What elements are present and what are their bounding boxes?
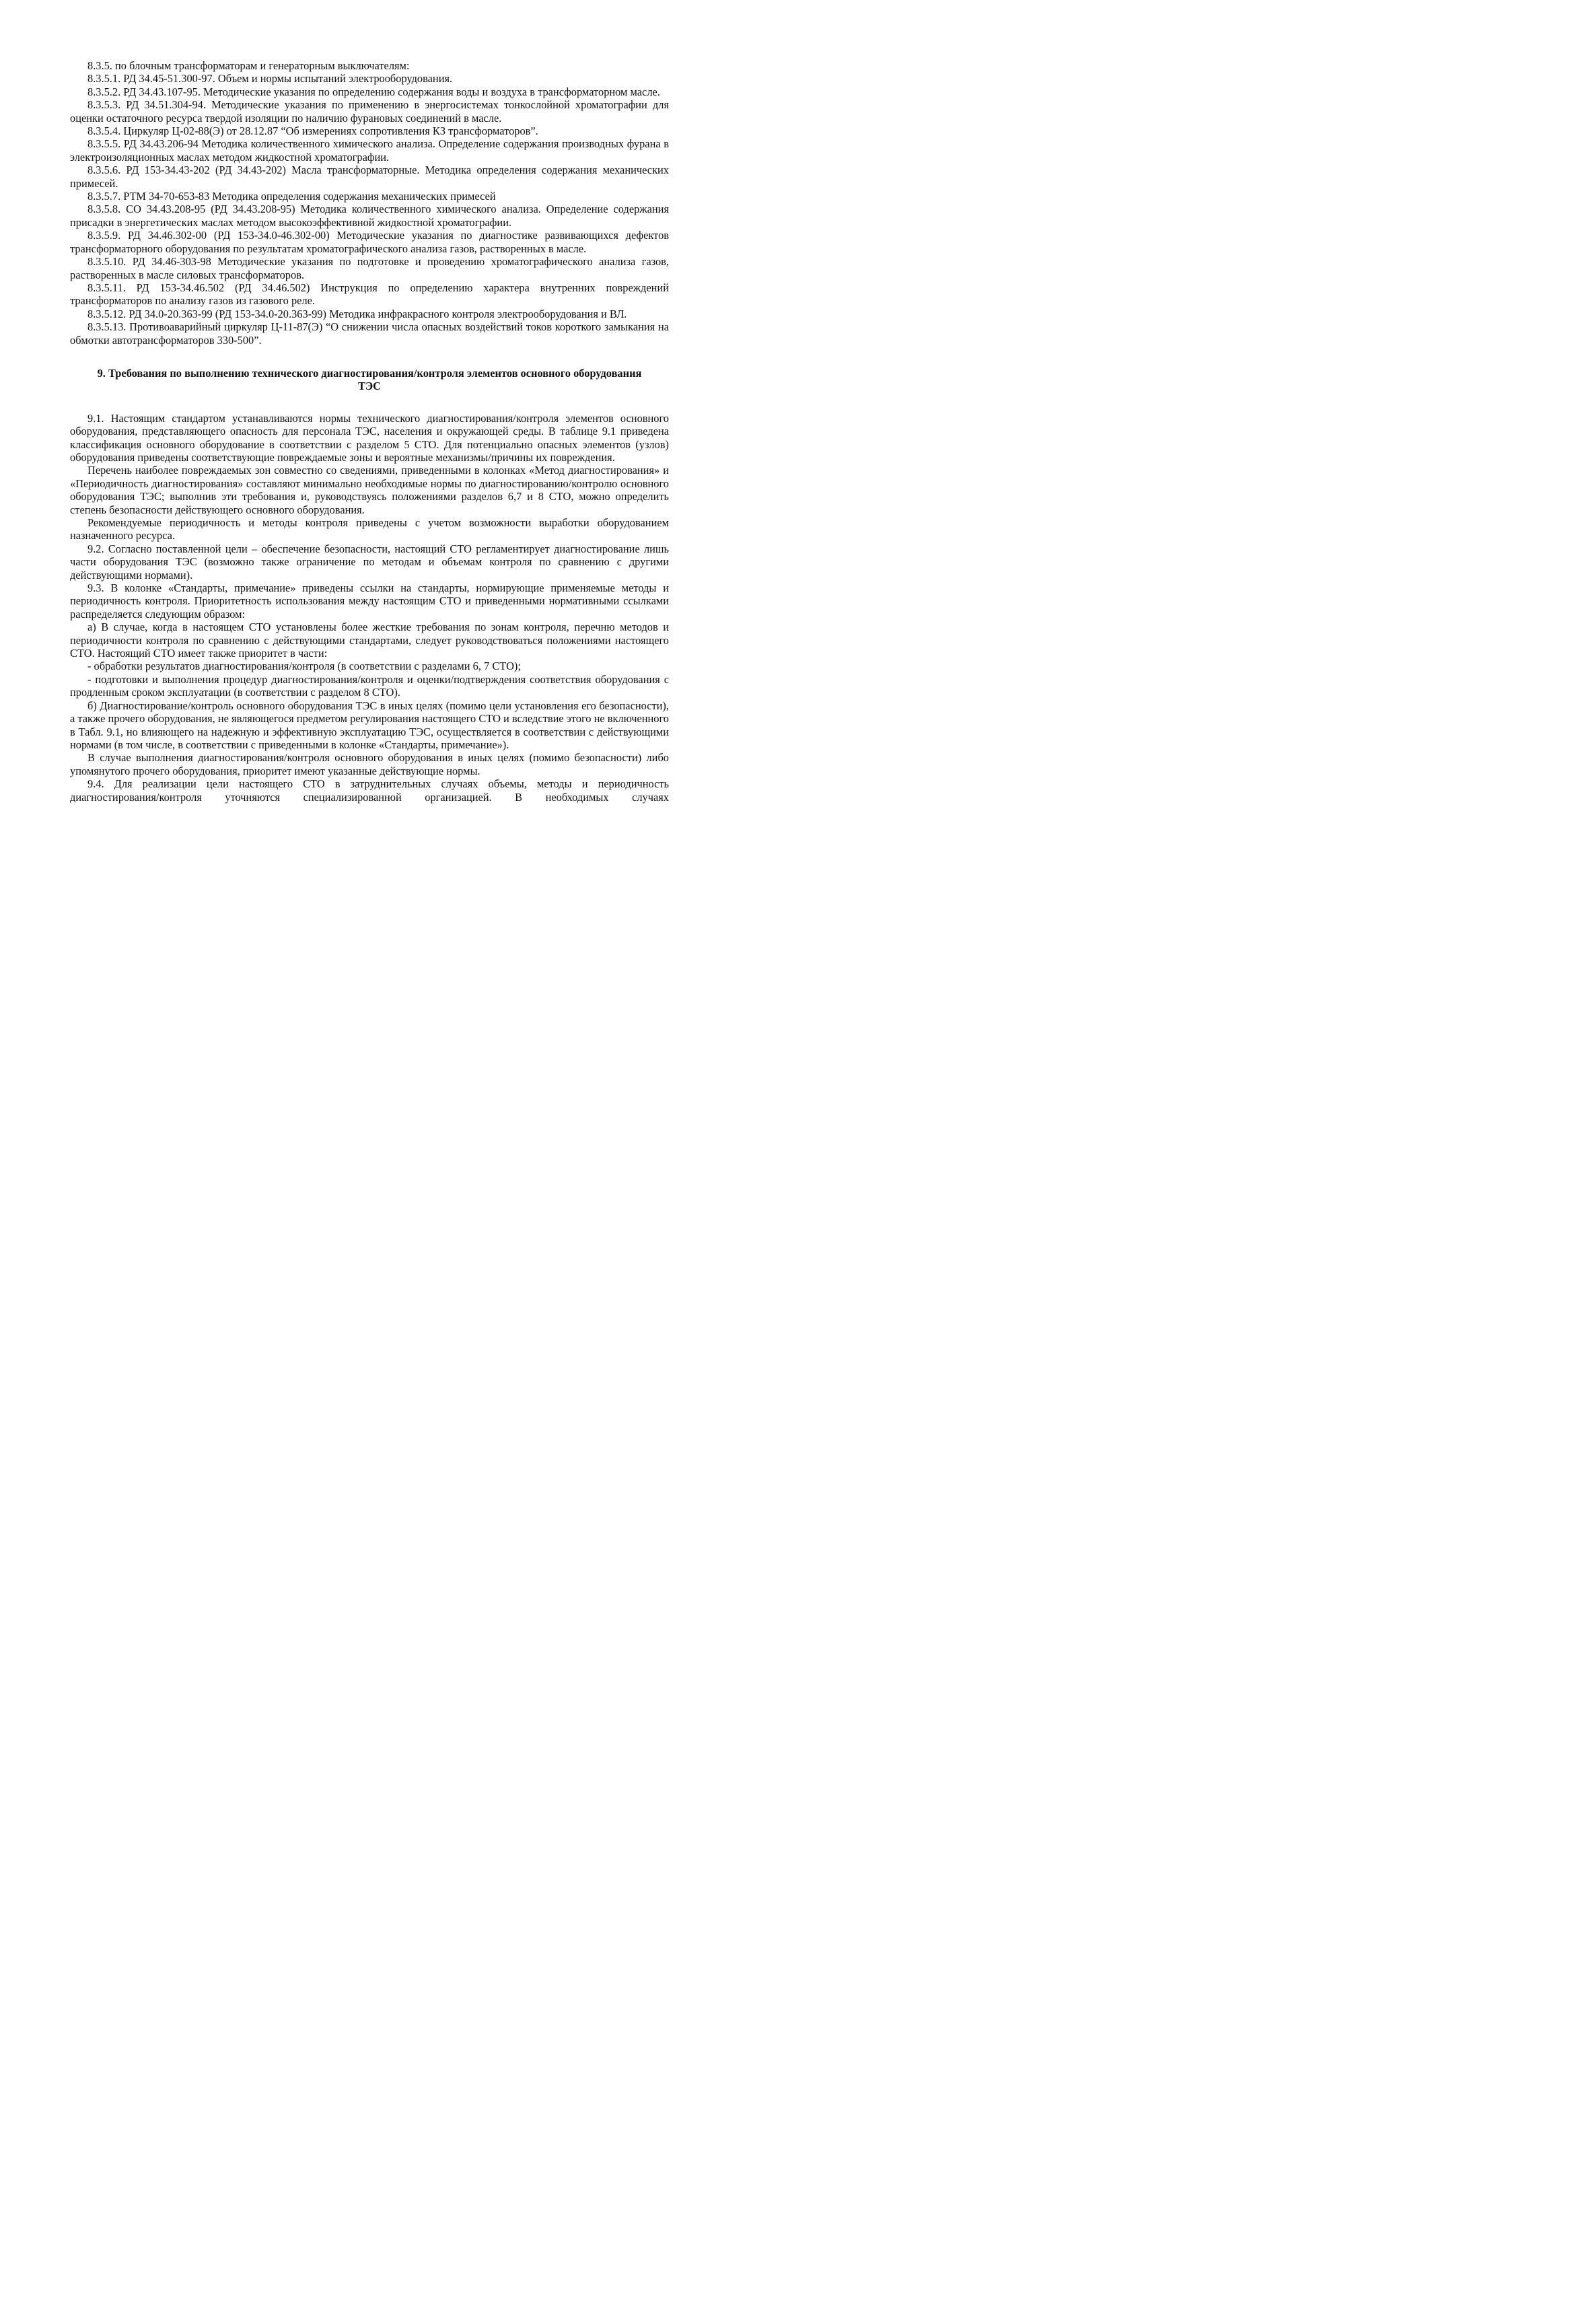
list-item-processing: - обработки результатов диагностирования/контроля (в соответствии с разделами 6, 7 СТО); [87,660,521,673]
ref-8-3-5-8: 8.3.5.8. СО 34.43.208-95 (РД 34.43.208-95) Методика количественного химического анализа. Определение содержания присадки в энергетических маслах методом высокоэффективной жидкостной хроматографии. [70,203,669,229]
document-page [70,59,669,804]
paragraph-9-3-b: б) Диагностирование/контроль основного оборудования ТЭС в иных целях (помимо цели установления его безопасности), а также прочего оборудования, не являющегося предметом регулирования настоящего СТО и вследствие этого не включенного в Табл. 9.1, но влияющего на надежную и эффективную эксплуатацию ТЭС, осуществляется в соответствии с действующими нормами (в том числе, в соответствии с приведенными в колонке «Стандарты, примечание»). [70,699,669,751]
list-item-preparation: - подготовки и выполнения процедур диагностирования/контроля и оценки/подтверждения соответствия оборудования с продленным сроком эксплуатации (в соответствии с разделом 8 СТО). [70,672,669,699]
paragraph-9-2: 9.2. Согласно поставленной цели – обеспечение безопасности, настоящий СТО регламентирует диагностирование лишь части оборудования ТЭС (возможно также ограничение по методам и объемам контроля по сравнению с другими действующими нормами). [70,542,669,582]
ref-8-3-5-9: 8.3.5.9. РД 34.46.302-00 (РД 153-34.0-46.302-00) Методические указания по диагностике развивающихся дефектов трансформаторного оборудования по результатам хроматографического анализа газов, растворенных в масле. [70,229,669,255]
paragraph-9-3: 9.3. В колонке «Стандарты, примечание» приведены ссылки на стандарты, нормирующие применяемые методы и периодичность контроля. Приоритетность использования между настоящим СТО и приведенными нормативными ссылками распределяется следующим образом: [70,582,669,621]
paragraph-9-4: 9.4. Для реализации цели настоящего СТО в затруднительных случаях объемы, методы и периодичность диагностирования/контроля уточняются специализированной организацией. В необходимых случаях [70,777,669,804]
ref-8-3-5-5: 8.3.5.5. РД 34.43.206-94 Методика количественного химического анализа. Определение содержания производных фурана в электроизоляционных маслах методом жидкостной хроматографии. [70,137,669,164]
ref-8-3-5: 8.3.5. по блочным трансформаторам и генераторным выключателям: [87,59,410,72]
ref-8-3-5-10: 8.3.5.10. РД 34.46-303-98 Методические указания по подготовке и проведению хроматографического анализа газов, растворенных в масле силовых трансформаторов. [70,255,669,281]
section-9-heading: 9. Требования по выполнению технического диагностирования/контроля элементов основного оборудования ТЭС [97,366,642,393]
ref-8-3-5-7: 8.3.5.7. РТМ 34-70-653-83 Методика определения содержания механических примесей [87,190,496,203]
paragraph-9-3-a: а) В случае, когда в настоящем СТО установлены более жесткие требования по зонам контроля, перечню методов и периодичности контроля по сравнению с действующими стандартами, следует руководствоваться положениями настоящего СТО. Настоящий СТО имеет также приоритет в части: [70,621,669,660]
paragraph-recommended-periodicity: Рекомендуемые периодичность и методы контроля приведены с учетом возможности выработки оборудованием назначенного ресурса. [70,516,669,542]
ref-8-3-5-3: 8.3.5.3. РД 34.51.304-94. Методические указания по применению в энергосистемах тонкослойной хроматографии для оценки остаточного ресурса твердой изоляции по наличию фурановых соединений в масле. [70,98,669,125]
paragraph-other-purposes: В случае выполнения диагностирования/контроля основного оборудования в иных целях (помимо безопасности) либо упомянутого прочего оборудования, приоритет имеют указанные действующие нормы. [70,751,669,777]
ref-8-3-5-1: 8.3.5.1. РД 34.45-51.300-97. Объем и нормы испытаний электрооборудования. [87,72,453,85]
paragraph-list-of-zones: Перечень наиболее повреждаемых зон совместно со сведениями, приведенными в колонках «Метод диагностирования» и «Периодичность диагностирования» составляют минимально необходимые нормы по диагностированию/контролю основного оборудования ТЭС; выполнив эти требования и, руководствуясь положениями разделов 6,7 и 8 СТО, можно определить степень безопасности действующего основного оборудования. [70,464,669,516]
paragraph-9-1: 9.1. Настоящим стандартом устанавливаются нормы технического диагностирования/контроля элементов основного оборудования, представляющего опасность для персонала ТЭС, населения и окружающей среды. В таблице 9.1 приведена классификация основного оборудование в соответствии с разделом 5 СТО. Для потенциально опасных элементов (узлов) оборудования приведены соответствующие повреждаемые зоны и вероятные механизмы/причины их повреждения. [70,411,669,464]
ref-8-3-5-4: 8.3.5.4. Циркуляр Ц-02-88(Э) от 28.12.87 “Об измерениях сопротивления КЗ трансформаторов”. [87,125,538,138]
ref-8-3-5-6: 8.3.5.6. РД 153-34.43-202 (РД 34.43-202) Масла трансформаторные. Методика определения содержания механических примесей. [70,164,669,190]
ref-8-3-5-13: 8.3.5.13. Противоаварийный циркуляр Ц-11-87(Э) “О снижении числа опасных воздействий токов короткого замыкания на обмотки автотрансформаторов 330-500”. [70,320,669,347]
ref-8-3-5-11: 8.3.5.11. РД 153-34.46.502 (РД 34.46.502) Инструкция по определению характера внутренних повреждений трансформаторов по анализу газов из газового реле. [70,281,669,308]
ref-8-3-5-2: 8.3.5.2. РД 34.43.107-95. Методические указания по определению содержания воды и воздуха в трансформаторном масле. [87,85,660,98]
ref-8-3-5-12: 8.3.5.12. РД 34.0-20.363-99 (РД 153-34.0-20.363-99) Методика инфракрасного контроля электрооборудования и ВЛ. [87,307,627,320]
